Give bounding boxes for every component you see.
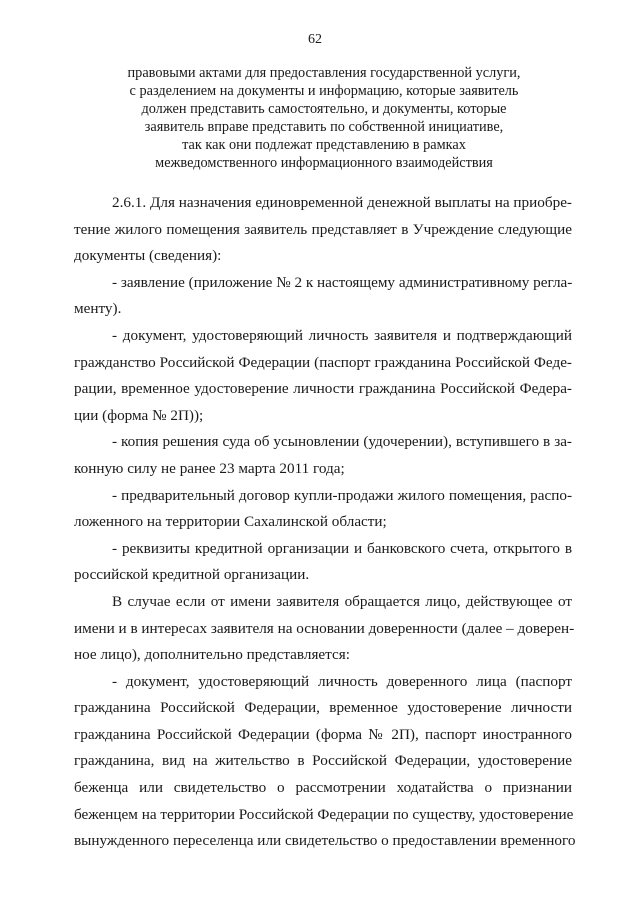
list-item-identity-document [74,323,572,429]
heading-line: заявитель вправе представить по собственной инициативе, [144,119,504,135]
heading-line: межведомственного информационного взаимодействия [155,155,493,171]
section-heading [60,64,588,172]
list-item-trusted-person-identity [74,669,576,855]
text-line: - реквизиты кредитной организации и банковского счета, открытого в [112,539,572,557]
text-line: - заявление (приложение № 2 к настоящему административному регла- [112,273,573,291]
text-line: ложенного на территории Сахалинской области; [74,513,387,531]
body-text [74,190,576,855]
text-line: рации, временное удостоверение личности гражданина Российской Федера- [74,380,572,398]
heading-line: должен представить самостоятельно, и документы, которые [141,101,507,117]
text-line: 2.6.1. Для назначения единовременной денежной выплаты на приобре- [112,194,572,211]
list-item-bank-details [74,536,572,589]
text-line: гражданство Российской Федерации (паспорт гражданина Российской Феде- [74,353,572,371]
text-line: - предварительный договор купли-продажи жилого помещения, распо- [112,486,572,504]
list-item-application [74,270,572,323]
text-line: В случае если от имени заявителя обращается лицо, действующее от [112,592,572,610]
paragraph-2-6-1 [74,190,572,270]
heading-line: так как они подлежат представлению в рамках [182,137,466,153]
text-line: ции (форма № 2П)); [74,406,204,424]
text-line: российской кредитной организации. [74,566,310,584]
text-line: гражданина, вид на жительство в Российской Федерации, удостоверение [74,752,572,770]
text-line: беженца или свидетельство о рассмотрении ходатайства о признании [74,779,572,797]
text-line: менту). [74,300,122,318]
text-line: гражданина Российской Федерации, временное удостоверение личности [74,699,572,717]
text-line: имени и в интересах заявителя на основании доверенности (далее – доверен- [74,619,575,637]
text-line: - документ, удостоверяющий личность доверенного лица (паспорт [112,672,572,690]
text-line: вынужденного переселенца или свидетельство о предоставлении временного [74,832,576,850]
heading-line: правовыми актами для предоставления государственной услуги, [127,65,521,81]
page-number: 62 [308,32,322,47]
list-item-purchase-agreement [74,483,572,536]
paragraph-trusted-person [74,589,575,669]
text-line: документы (сведения): [74,247,222,265]
text-line: - документ, удостоверяющий личность заявителя и подтверждающий [112,326,572,344]
text-line: - копия решения суда об усыновлении (удочерении), вступившего в за- [112,433,572,451]
text-line: ное лицо), дополнительно представляется: [74,646,350,664]
text-line: гражданина Российской Федерации (форма № 2П), паспорт иностранного [74,725,572,743]
text-line: конную силу не ранее 23 марта 2011 года; [74,459,345,477]
heading-line: с разделением на документы и информацию, которые заявитель [129,83,519,99]
text-line: тение жилого помещения заявитель представляет в Учреждение следующие [74,220,572,238]
list-item-court-decision [74,429,572,482]
text-line: беженцем на территории Российской Федерации по существу, удостоверение [74,805,574,823]
